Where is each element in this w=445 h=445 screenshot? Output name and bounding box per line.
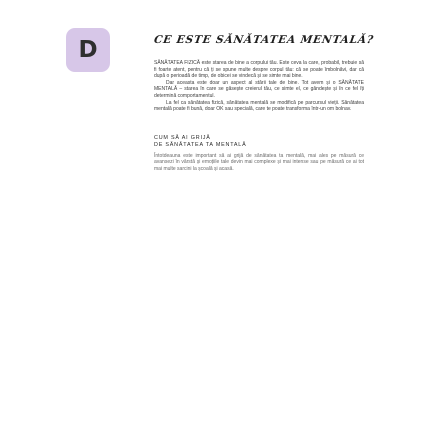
body-paragraph-3: La fel ca sănătatea fizică, sănătatea mentală se modifică pe parcursul vieții. Sănătatea mentală poate fi bună, doar OK sau specială, care te poate transforma într-un om bolnav. (154, 99, 364, 113)
section-heading (154, 135, 364, 149)
body-paragraph-2: Dar aceasta este doar un aspect al stării tale de bine. Tot avem și o SĂNĂTATE MENTALĂ – starea în care se găsește creierul tău, ce simte el, ce gândește și în ce fel îți determină comportamentul. (154, 79, 364, 99)
section-heading-line-1: CUM SĂ AI GRIJĂ (154, 134, 211, 141)
section-heading-line-2: DE SĂNĂTATEA TA MENTALĂ (154, 141, 247, 148)
chapter-letter-badge (66, 28, 110, 72)
chapter-letter: D (78, 37, 98, 63)
body-paragraph-1: SĂNĂTATEA FIZICĂ este starea de bine a corpului tău. Este ceva la care, probabil, trebuie să fi foarte atent, pentru că ți se spune multe despre corpul tău: că se poate îmbolnăvi, dar că după o perioadă de timp, de obicei se vindecă și se simte mai bine. (154, 60, 364, 80)
page-content (153, 34, 375, 173)
section-paragraph: Întotdeauna este important să ai grijă de sănătatea ta mentală, mai ales pe măsură ce avansezi în vârstă și emoțiile tale devin mai complexe și mai intense sau pe măsură ce ai tot mai multe sarcini la școală și acasă. (154, 152, 364, 172)
page-title: CE ESTE SĂNĂTATEA MENTALĂ? (153, 34, 375, 46)
